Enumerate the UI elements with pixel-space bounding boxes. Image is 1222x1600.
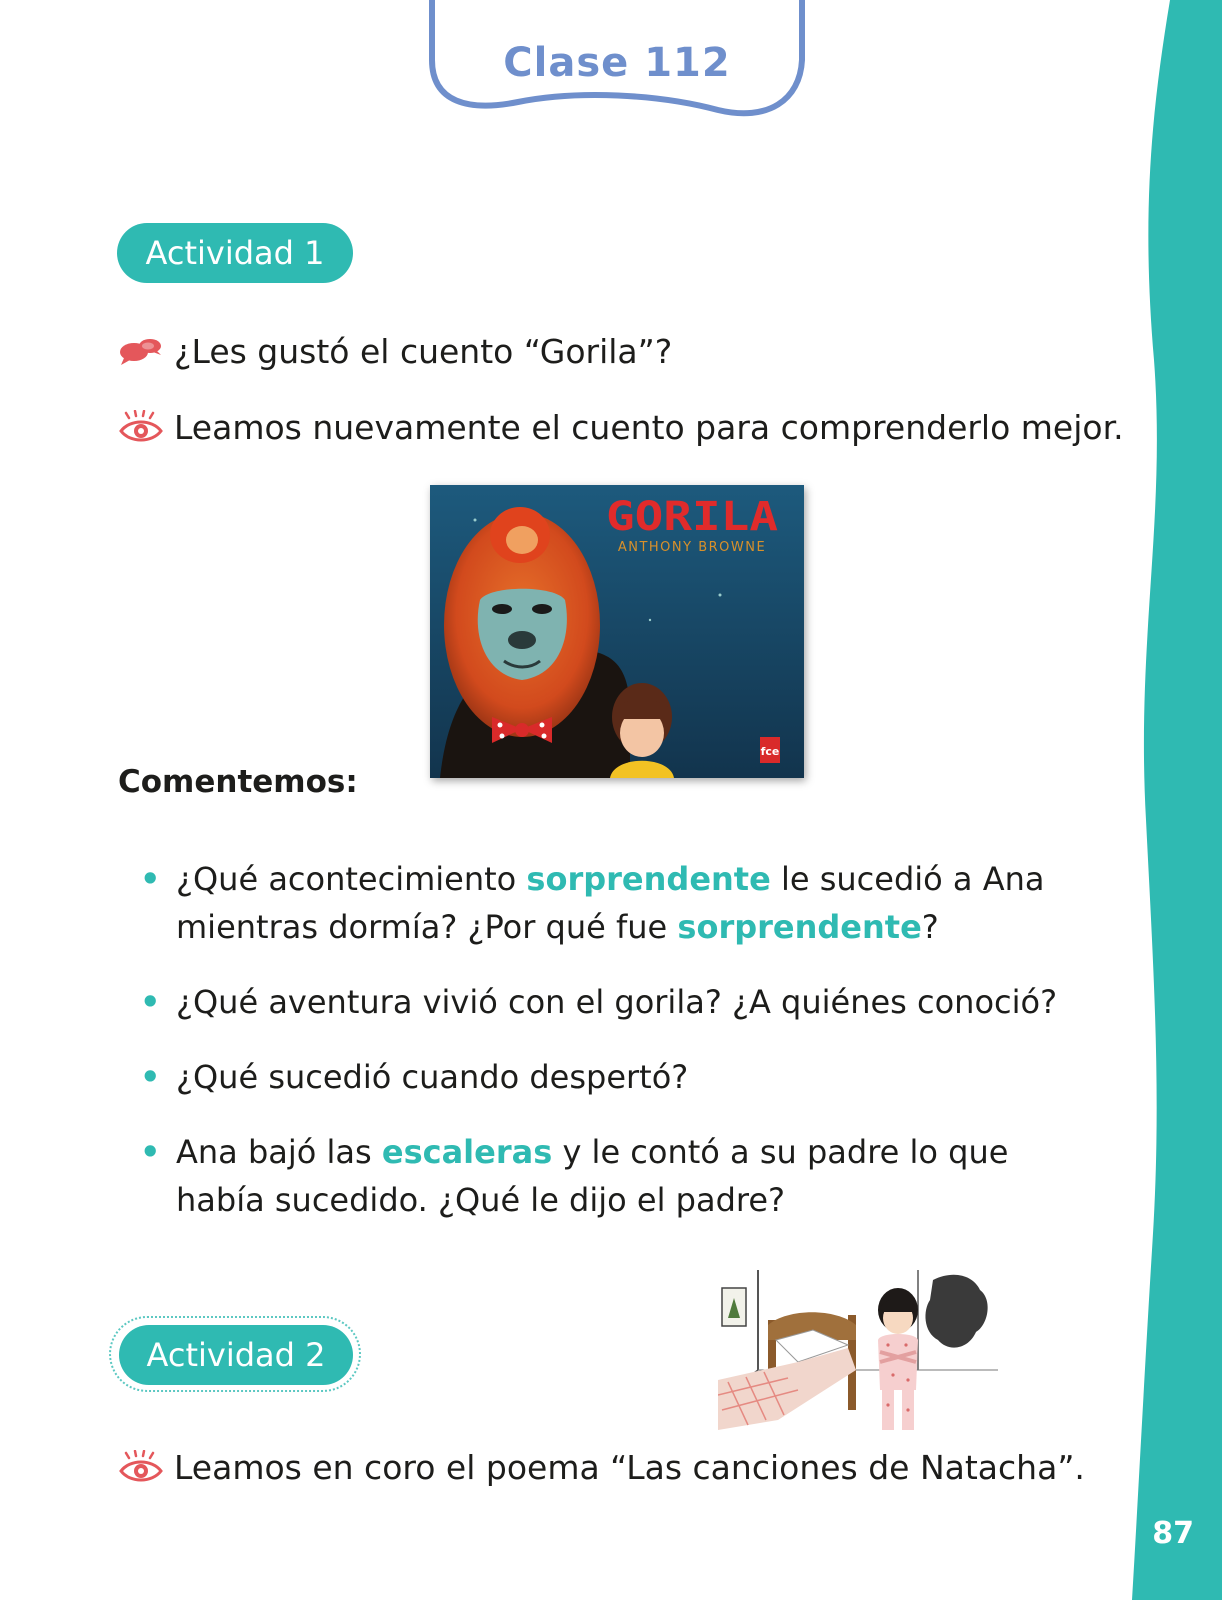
side-decoration-strip bbox=[1132, 0, 1222, 1600]
publisher-mark: fce bbox=[760, 745, 780, 758]
instruction-line-3 bbox=[118, 1448, 1085, 1487]
instruction-line-2 bbox=[118, 408, 1124, 447]
page-number: 87 bbox=[1152, 1516, 1194, 1551]
questions-list bbox=[140, 855, 1100, 1251]
question-text: ¿Qué sucedió cuando despertó? bbox=[176, 1058, 689, 1096]
actividad-2-badge: Actividad 2 bbox=[119, 1325, 353, 1385]
question-text: le sucedió a Ana mientras dormía? ¿Por qué fue bbox=[176, 860, 1045, 946]
bullet: • bbox=[140, 1058, 161, 1096]
book-title: GORILA bbox=[606, 494, 778, 540]
list-item bbox=[140, 978, 1100, 1026]
bedroom-illustration bbox=[718, 1270, 998, 1440]
actividad-1-badge: Actividad 1 bbox=[117, 223, 353, 283]
highlight-word: sorprendente bbox=[677, 908, 922, 946]
instruction-text: ¿Les gustó el cuento “Gorila”? bbox=[174, 332, 673, 371]
question-text: y le contó a su padre lo que había sucedido. ¿Qué le dijo el padre? bbox=[176, 1133, 1009, 1219]
bullet: • bbox=[140, 983, 161, 1021]
instruction-line-1 bbox=[118, 332, 672, 371]
instruction-text: Leamos nuevamente el cuento para comprenderlo mejor. bbox=[174, 408, 1124, 447]
list-item bbox=[140, 1128, 1100, 1224]
bullet: • bbox=[140, 1133, 161, 1171]
book-cover-image bbox=[430, 485, 804, 778]
question-text: ¿Qué aventura vivió con el gorila? ¿A quiénes conoció? bbox=[176, 983, 1058, 1021]
eye-icon bbox=[118, 1450, 164, 1486]
question-text: Ana bajó las bbox=[176, 1133, 382, 1171]
question-text: ? bbox=[921, 908, 939, 946]
question-text: ¿Qué acontecimiento bbox=[176, 860, 527, 898]
list-item bbox=[140, 1053, 1100, 1101]
bullet: • bbox=[140, 860, 161, 898]
book-author: ANTHONY BROWNE bbox=[617, 540, 767, 555]
highlight-word: sorprendente bbox=[526, 860, 771, 898]
highlight-word: escaleras bbox=[381, 1133, 553, 1171]
eye-icon bbox=[118, 410, 164, 446]
comentemos-heading: Comentemos: bbox=[118, 764, 358, 800]
instruction-text: Leamos en coro el poema “Las canciones de Natacha”. bbox=[174, 1448, 1085, 1487]
speech-bubbles-icon bbox=[118, 334, 164, 370]
page-title: Clase 112 bbox=[503, 40, 731, 86]
list-item bbox=[140, 855, 1100, 951]
